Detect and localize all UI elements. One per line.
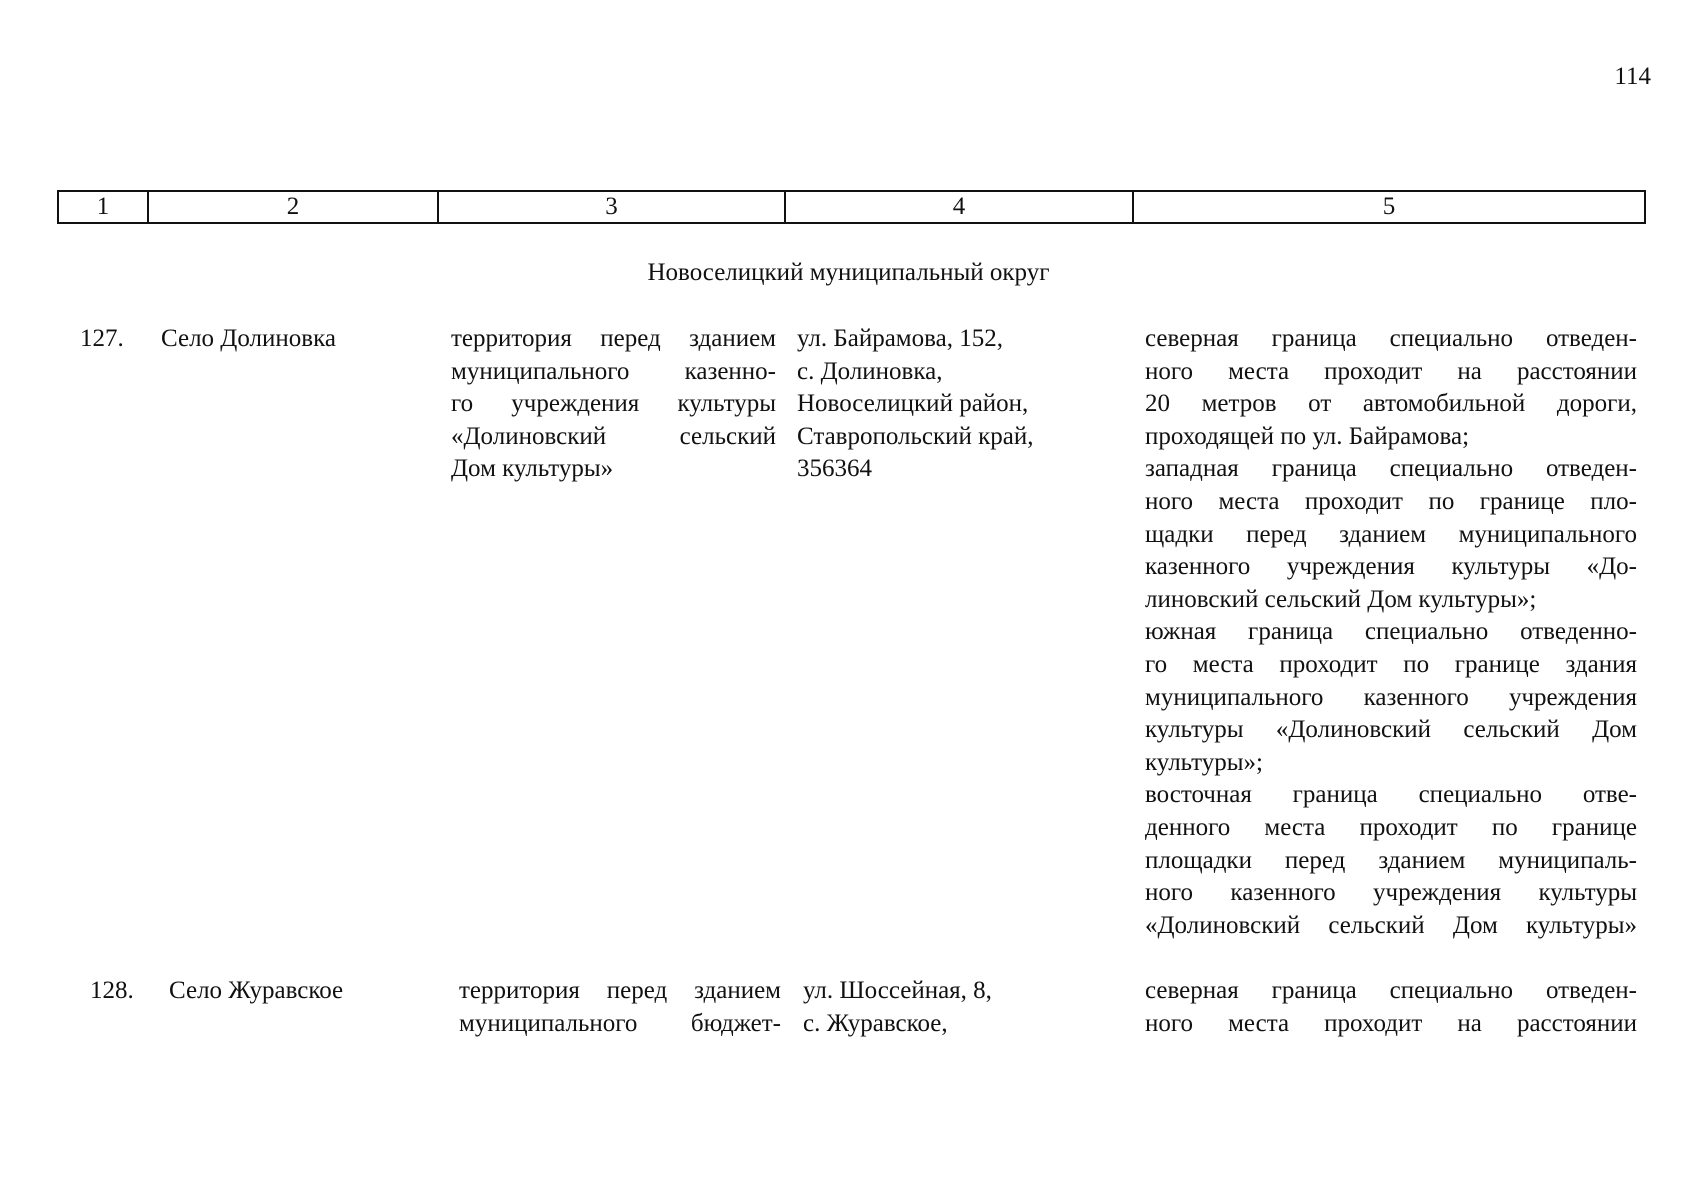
boundary-description <box>1145 975 1637 1040</box>
column-header-5: 5 <box>1382 193 1396 220</box>
page-number: 114 <box>1614 63 1651 90</box>
address-line: Ставропольский край, <box>797 422 1034 450</box>
column-header-4: 4 <box>786 192 1134 222</box>
description-line: культуры»; <box>1145 748 1263 776</box>
description-line: северная граница специально отведен- <box>1145 977 1637 1004</box>
place-line: территория перед зданием <box>451 325 776 352</box>
address <box>797 323 1097 486</box>
description-line: западная граница специально отведен- <box>1145 455 1637 483</box>
description-line: ного места проходит по границе пло- <box>1145 487 1637 515</box>
address-line: Новоселицкий район, <box>797 390 1029 418</box>
column-header-table <box>57 190 1646 224</box>
description-line: проходящей по ул. Байрамова; <box>1145 422 1470 450</box>
description-line: муниципального казенного учреждения <box>1145 683 1637 711</box>
row-number: 128. <box>90 977 134 1004</box>
place-description <box>451 323 776 486</box>
description-line: щадки перед зданием муниципального <box>1145 520 1637 548</box>
column-header-1: 1 <box>59 192 149 222</box>
address-line: с. Журавское, <box>803 1009 948 1037</box>
place-line: го учреждения культуры <box>451 390 776 418</box>
description-line: площадки перед зданием муниципаль- <box>1145 846 1637 874</box>
address <box>803 975 1103 1040</box>
description-line: культуры «Долиновский сельский Дом <box>1145 716 1637 744</box>
description-line: ного места проходит на расстоянии <box>1145 1009 1637 1037</box>
description-line: денного места проходит по границе <box>1145 813 1637 841</box>
address-line: с. Долиновка, <box>797 357 943 385</box>
description-line: ного места проходит на расстоянии <box>1145 357 1637 385</box>
place-description <box>459 975 781 1040</box>
description-line: 20 метров от автомобильной дороги, <box>1145 390 1637 418</box>
place-line: муниципального казенно- <box>451 357 776 385</box>
description-line: ного казенного учреждения культуры <box>1145 879 1637 907</box>
address-line: 356364 <box>797 455 872 483</box>
description-line: восточная граница специально отве- <box>1145 781 1637 809</box>
locality-name: Село Долиновка <box>161 325 336 352</box>
address-line: ул. Байрамова, 152, <box>797 325 1003 352</box>
boundary-description <box>1145 323 1637 942</box>
description-line: северная граница специально отведен- <box>1145 325 1637 352</box>
row-number: 127. <box>80 325 124 352</box>
description-line: «Долиновский сельский Дом культуры» <box>1145 911 1637 939</box>
column-header-3: 3 <box>439 192 786 222</box>
address-line: ул. Шоссейная, 8, <box>803 977 992 1004</box>
locality-name: Село Журавское <box>169 977 344 1004</box>
column-header-2: 2 <box>149 192 439 222</box>
place-line: муниципального бюджет- <box>459 1009 781 1037</box>
place-line: Дом культуры» <box>451 455 614 483</box>
section-title: Новоселицкий муниципальный округ <box>647 259 1050 286</box>
description-line: южная граница специально отведенно- <box>1145 618 1637 646</box>
place-line: «Долиновский сельский <box>451 422 776 450</box>
description-line: го места проходит по границе здания <box>1145 650 1637 678</box>
description-line: линовский сельский Дом культуры»; <box>1145 585 1537 613</box>
place-line: территория перед зданием <box>459 977 781 1004</box>
description-line: казенного учреждения культуры «До- <box>1145 553 1637 581</box>
